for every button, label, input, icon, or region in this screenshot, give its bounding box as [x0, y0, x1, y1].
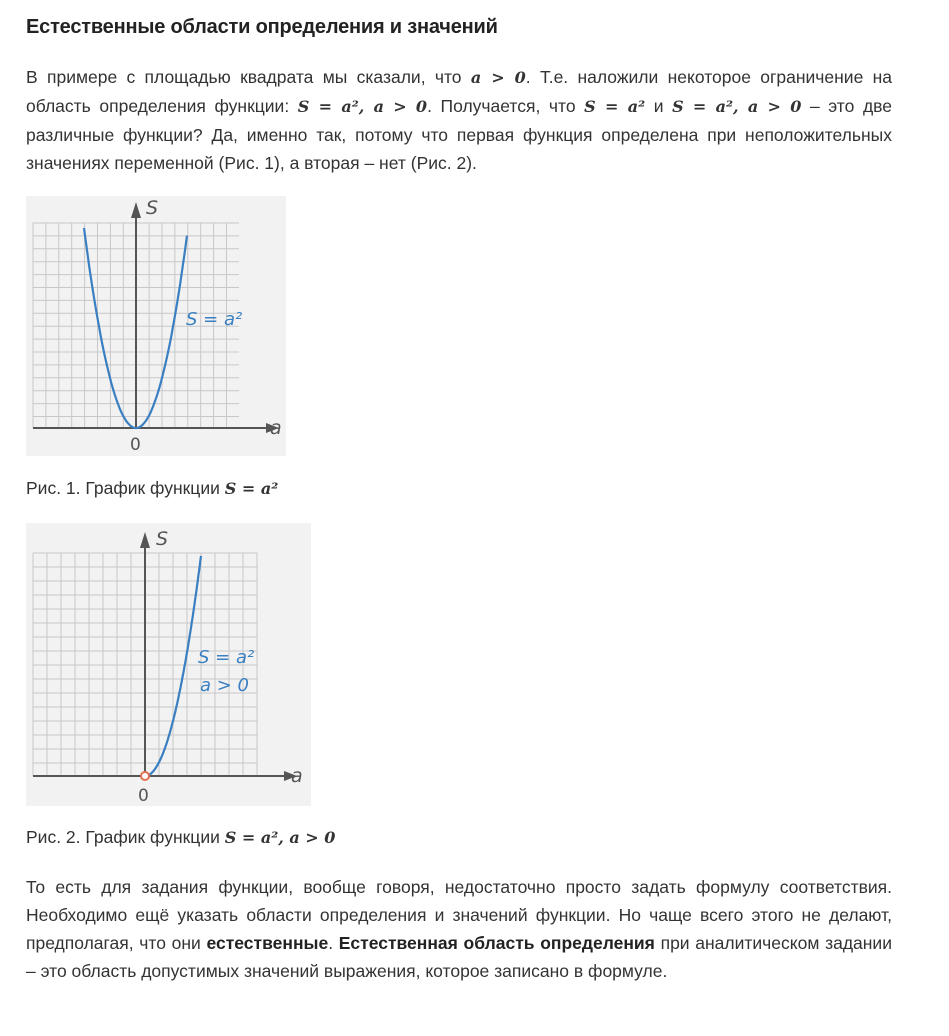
text: и	[645, 96, 673, 116]
figure-2-caption	[26, 827, 335, 848]
formula: S = a², a > 0	[297, 97, 428, 116]
text: – это две различные функции? Да, именно так, потому что первая функция определена при неположительных значениях переменной (Рис. 1), а вторая – нет (Рис. 2).	[26, 96, 892, 173]
text: при аналитическом задании – это область допустимых значений выражения, которое записано в формуле.	[26, 933, 892, 981]
curve-label-line2: a > 0	[200, 675, 250, 696]
bold-term: естественные	[206, 933, 329, 953]
formula: S = a²	[584, 97, 646, 116]
text: То есть для задания функции, вообще говоря, недостаточно просто задать формулу соответствия. Необходимо ещё указать области определения и значений функции. Но чаще всего этого не делают, предполагая, что они	[26, 877, 892, 953]
intro-paragraph	[26, 63, 892, 177]
y-axis-label: S	[146, 197, 159, 219]
figure-2-graph	[26, 523, 311, 806]
text: . Т.е. наложили некоторое ограничение на область определения функции:	[26, 67, 893, 116]
x-axis-label: a	[291, 765, 303, 787]
text: В примере с площадью квадрата мы сказали, что	[26, 67, 471, 87]
origin-label: 0	[130, 435, 141, 455]
curve-label: S = a²	[186, 309, 243, 330]
section-title: Естественные области определения и значений	[26, 16, 498, 38]
curve-label-line1: S = a²	[198, 647, 255, 668]
origin-label: 0	[138, 786, 149, 806]
caption-text: Рис. 2. График функции	[26, 827, 225, 847]
open-point-origin	[141, 772, 149, 780]
bold-term: Естественная область определения	[338, 933, 655, 953]
formula: S = a², a > 0	[672, 97, 802, 116]
x-axis-label: a	[270, 417, 282, 439]
caption-formula: S = a², a > 0	[224, 828, 336, 847]
y-axis-label: S	[156, 528, 169, 550]
figure-1-caption	[26, 478, 278, 499]
conclusion-paragraph	[26, 873, 892, 985]
text: . Получается, что	[427, 96, 585, 116]
formula: a > 0	[470, 68, 526, 87]
figure-1-graph	[26, 196, 286, 456]
caption-text: Рис. 1. График функции	[26, 478, 225, 498]
caption-formula: S = a²	[224, 479, 279, 498]
text: .	[328, 933, 339, 953]
